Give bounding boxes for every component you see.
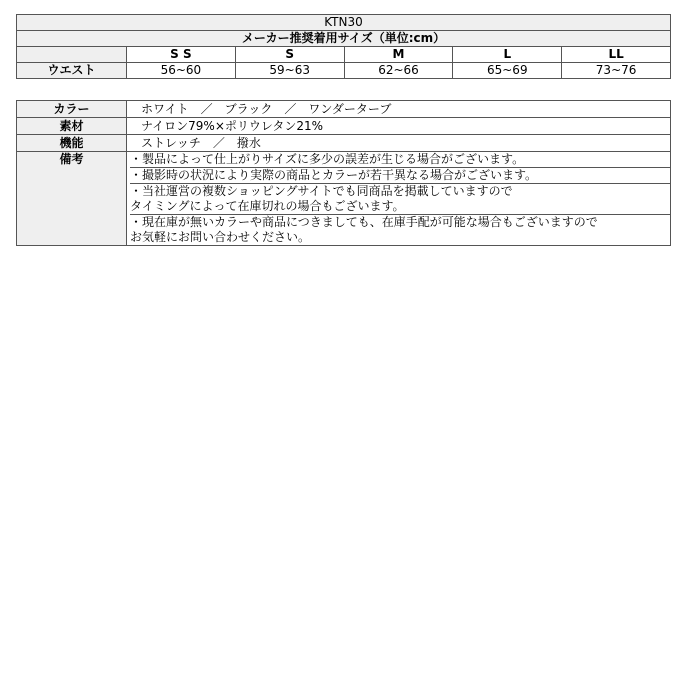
- waist-value-ss: 56~60: [127, 63, 236, 79]
- size-header-s: S: [235, 47, 344, 63]
- note-item: ・撮影時の状況により実際の商品とカラーが若干異なる場合がございます。: [130, 167, 670, 183]
- note-item: ・当社運営の複数ショッピングサイトでも同商品を掲載していますので タイミングによって在庫切れの場合もございます。: [130, 183, 670, 214]
- waist-value-s: 59~63: [235, 63, 344, 79]
- color-label: カラー: [17, 101, 127, 118]
- size-header-ll: LL: [562, 47, 671, 63]
- product-code: KTN30: [17, 15, 671, 31]
- waist-value-m: 62~66: [344, 63, 453, 79]
- waist-value-l: 65~69: [453, 63, 562, 79]
- function-label: 機能: [17, 135, 127, 152]
- spec-table: [16, 100, 671, 246]
- material-label: 素材: [17, 118, 127, 135]
- function-value: ストレッチ ／ 撥水: [127, 135, 671, 152]
- notes-label: 備考: [17, 152, 127, 246]
- size-table: [16, 14, 671, 79]
- note-item: ・現在庫が無いカラーや商品につきましても、在庫手配が可能な場合もございますので お気軽にお問い合わせください。: [130, 214, 670, 245]
- size-header-m: M: [344, 47, 453, 63]
- waist-value-ll: 73~76: [562, 63, 671, 79]
- material-value: ナイロン79%×ポリウレタン21%: [127, 118, 671, 135]
- size-header-ss: S S: [127, 47, 236, 63]
- color-value: ホワイト ／ ブラック ／ ワンダーターブ: [127, 101, 671, 118]
- notes-list: [127, 152, 671, 246]
- size-table-subtitle: メーカー推奨着用サイズ（単位:cm）: [17, 31, 671, 47]
- note-item: ・製品によって仕上がりサイズに多少の誤差が生じる場合がございます。: [130, 152, 525, 166]
- waist-label: ウエスト: [17, 63, 127, 79]
- size-header-l: L: [453, 47, 562, 63]
- size-header-blank: [17, 47, 127, 63]
